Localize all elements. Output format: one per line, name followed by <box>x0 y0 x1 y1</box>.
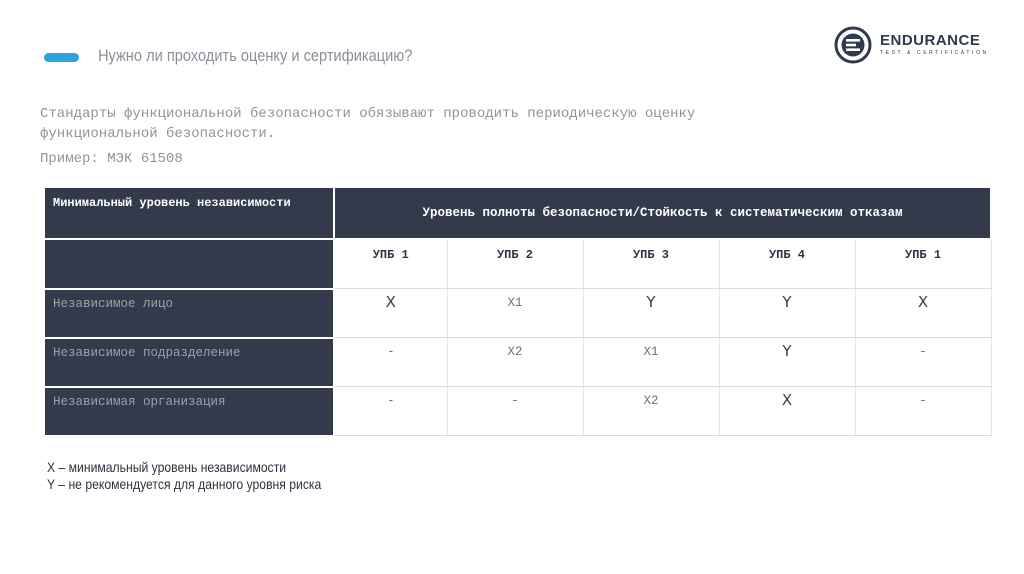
column-header: УПБ 4 <box>719 239 855 289</box>
table-row <box>45 387 991 436</box>
table-cell: X <box>334 289 447 338</box>
table-subheader-row <box>45 239 991 289</box>
legend-line-y: Y – не рекомендуется для данного уровня риска <box>47 476 322 492</box>
table-cell: X1 <box>583 338 719 387</box>
table-cell: Y <box>583 289 719 338</box>
table-header-row <box>45 188 991 239</box>
table-cell: X1 <box>447 289 583 338</box>
intro-line-1: Стандарты функциональной безопасности обязывают проводить периодическую оценку <box>40 106 696 122</box>
intro-paragraph <box>40 104 920 144</box>
title-accent-bar <box>44 53 79 62</box>
column-header: УПБ 2 <box>447 239 583 289</box>
row-label: Независимое лицо <box>45 289 334 338</box>
column-header: УПБ 1 <box>855 239 991 289</box>
table-cell: - <box>855 387 991 436</box>
table-cell: Y <box>719 338 855 387</box>
intro-line-2: функциональной безопасности. <box>40 126 276 142</box>
table-row <box>45 338 991 387</box>
company-logo <box>834 26 989 64</box>
column-header: УПБ 1 <box>334 239 447 289</box>
legend-line-x: X – минимальный уровень независимости <box>47 459 287 475</box>
table-cell: X2 <box>583 387 719 436</box>
independence-table <box>45 188 992 437</box>
table-cell: X <box>719 387 855 436</box>
table-cell: - <box>447 387 583 436</box>
table-cell: Y <box>719 289 855 338</box>
table-row <box>45 289 991 338</box>
subheader-blank-cell <box>45 239 334 289</box>
table-cell: X <box>855 289 991 338</box>
slide-title: Нужно ли проходить оценку и сертификацию? <box>98 46 413 65</box>
corner-header: Минимальный уровень независимости <box>45 188 334 239</box>
legend <box>47 459 321 493</box>
endurance-logo-icon <box>834 26 872 64</box>
table-cell: - <box>855 338 991 387</box>
table-cell: X2 <box>447 338 583 387</box>
table-cell: - <box>334 387 447 436</box>
table-cell: - <box>334 338 447 387</box>
example-text: Пример: МЭК 61508 <box>40 151 183 167</box>
group-header: Уровень полноты безопасности/Стойкость к систематическим отказам <box>334 188 991 239</box>
row-label: Независимое подразделение <box>45 338 334 387</box>
row-label: Независимая организация <box>45 387 334 436</box>
column-header: УПБ 3 <box>583 239 719 289</box>
logo-name: ENDURANCE <box>880 32 981 49</box>
logo-tagline: TEST & CERTIFICATION <box>880 50 989 56</box>
